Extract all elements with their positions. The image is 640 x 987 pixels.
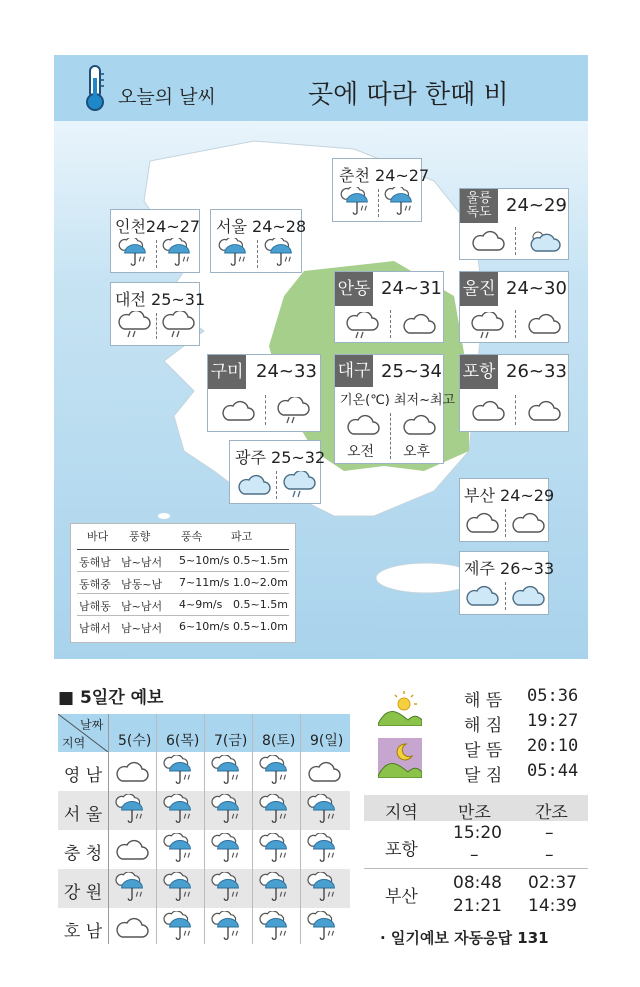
city-label-dark: 포항: [460, 355, 498, 389]
cloud-icon: [401, 413, 437, 437]
cloud-icon: [464, 584, 500, 608]
umbrella-rain-icon: [210, 911, 246, 943]
region-name: 강 원: [63, 883, 103, 903]
sunset-time: 19:27: [527, 711, 579, 731]
umbrella-rain-icon: [306, 794, 342, 826]
temp-range: 25~31: [151, 290, 206, 309]
legend-am: 오전: [347, 444, 375, 460]
cloud-rain-icon: [161, 311, 197, 339]
region-name: 호 남: [63, 922, 103, 942]
tide-high: 15:20: [453, 823, 502, 843]
tide-region: 포항: [385, 840, 418, 860]
forecast-day: 8(토): [262, 733, 296, 749]
forecast-day: 5(수): [118, 733, 152, 749]
umbrella-rain-icon: [210, 794, 246, 826]
col-divider: [300, 714, 301, 944]
umbrella-rain-icon: [210, 755, 246, 787]
tide-high: 08:48: [453, 873, 502, 893]
cloud-icon: [114, 916, 150, 940]
umbrella-rain-icon: [162, 911, 198, 943]
city-box-incheon: [110, 209, 200, 273]
umbrella-rain-icon: [162, 872, 198, 904]
sea-header: 파고: [231, 530, 253, 543]
cloud-rain-icon: [470, 312, 506, 340]
temp-range: 24~27: [375, 166, 430, 185]
city-box-gumi: [207, 354, 321, 432]
city-box-chuncheon: [332, 158, 430, 222]
temp-range: 24~33: [256, 361, 317, 382]
city-name: 광주: [235, 448, 266, 467]
temp-range: 24~30: [506, 278, 567, 299]
umbrella-rain-icon: [258, 755, 294, 787]
sunrise-label: 해 뜸: [464, 691, 503, 711]
tide-divider: [364, 868, 588, 869]
moonset-label: 달 짐: [464, 766, 503, 786]
forecast-title: ■ 5일간 예보: [58, 688, 164, 708]
city-label-dark: 대구: [335, 355, 373, 387]
region-name: 충 청: [63, 844, 103, 864]
cloud-icon: [526, 312, 562, 336]
footer-note: · 일기예보 자동응답 131: [380, 929, 549, 947]
headline: 곳에 따라 한때 비: [308, 80, 509, 110]
temp-range: 25~34: [381, 361, 442, 382]
col-divider: [108, 714, 109, 944]
city-box-gwangju: [229, 440, 326, 504]
city-label-dark: 안동: [335, 272, 373, 306]
temp-range: 24~29: [506, 195, 567, 216]
corner-region-label: 지역: [62, 736, 86, 750]
cloud-icon: [470, 229, 506, 253]
cloud-icon: [220, 399, 256, 423]
moonrise-time: 20:10: [527, 736, 579, 756]
rain-umbrella-icon: [161, 238, 197, 268]
cloud-icon: [401, 312, 437, 336]
umbrella-rain-icon: [306, 911, 342, 943]
cloud-rain-icon: [117, 311, 153, 339]
umbrella-rain-icon: [162, 794, 198, 826]
cloud-icon: [236, 473, 272, 497]
city-box-ulleung: [459, 188, 569, 260]
rain-umbrella-icon: [339, 187, 375, 217]
umbrella-rain-icon: [114, 872, 150, 904]
sea-table: [70, 523, 296, 643]
tide-low: 02:37: [528, 873, 577, 893]
tide-header: 만조: [458, 803, 491, 823]
sea-row: 남해서 남~남서 6~10m/s 0.5~1.0m: [77, 615, 289, 636]
rain-umbrella-icon: [383, 187, 419, 217]
umbrella-rain-icon: [210, 833, 246, 865]
moon-icon: [378, 738, 422, 778]
umbrella-rain-icon: [258, 833, 294, 865]
col-divider: [252, 714, 253, 944]
rain-umbrella-icon: [217, 238, 253, 268]
city-box-jeju: [459, 551, 555, 615]
umbrella-rain-icon: [258, 872, 294, 904]
tide-low: 14:39: [528, 896, 577, 916]
cloud-icon: [470, 399, 506, 423]
temp-range: 24~29: [500, 486, 555, 505]
forecast-day: 6(목): [166, 733, 200, 749]
temp-range: 24~27: [145, 217, 201, 236]
umbrella-rain-icon: [258, 911, 294, 943]
city-name: 인천: [115, 217, 146, 236]
cloud-rain-icon: [345, 312, 381, 340]
cloud-icon: [345, 413, 381, 437]
cloud-icon: [510, 584, 546, 608]
city-box-busan: [459, 478, 555, 542]
temp-range: 26~33: [500, 559, 555, 578]
sun-icon: [378, 690, 422, 726]
moonset-time: 05:44: [527, 761, 579, 781]
city-box-seoul: [210, 209, 307, 273]
sunset-label: 해 짐: [464, 716, 503, 736]
city-box-uljin: [459, 271, 569, 343]
sea-header: 풍속: [181, 530, 203, 543]
col-divider: [204, 714, 205, 944]
tide-header: 지역: [385, 803, 418, 823]
forecast-day: 9(일): [310, 733, 344, 749]
sea-header: 풍향: [129, 530, 151, 543]
umbrella-rain-icon: [162, 755, 198, 787]
city-label-dark: 울진: [460, 272, 498, 306]
region-name: 영 남: [63, 766, 103, 786]
forecast-day: 7(금): [214, 733, 248, 749]
rain-umbrella-icon: [117, 238, 153, 268]
cloud-icon: [306, 760, 342, 784]
legend-temp-label: 기온(℃) 최저~최고: [340, 393, 456, 408]
cloud-icon: [114, 838, 150, 862]
temp-range: 25~32: [271, 448, 326, 467]
tide-low: –: [545, 823, 554, 843]
city-box-daegu: [334, 354, 456, 464]
col-divider: [156, 714, 157, 944]
sea-row: 남해동 남~남서 4~9m/s 0.5~1.5m: [77, 593, 289, 614]
city-box-pohang: [459, 354, 569, 432]
temp-range: 24~28: [252, 217, 307, 236]
city-box-daejeon: [110, 282, 206, 346]
cloud-icon: [114, 760, 150, 784]
thermometer-icon: [80, 64, 110, 112]
sunrise-time: 05:36: [527, 686, 579, 706]
tide-header: 간조: [535, 803, 568, 823]
city-name: 대전: [115, 290, 146, 309]
city-box-andong: [334, 271, 444, 343]
umbrella-rain-icon: [306, 833, 342, 865]
header-title: 오늘의 날씨: [118, 86, 216, 108]
region-name: 서 울: [63, 805, 103, 825]
city-name: 부산: [464, 486, 495, 505]
sea-header: 바다: [87, 530, 109, 543]
umbrella-rain-icon: [114, 794, 150, 826]
tide-region: 부산: [385, 887, 418, 907]
sea-row: 동해남 남~남서 5~10m/s 0.5~1.5m: [77, 549, 289, 570]
legend-pm: 오후: [403, 444, 431, 460]
umbrella-rain-icon: [258, 794, 294, 826]
cloud-icon: [526, 399, 562, 423]
rain-umbrella-icon: [263, 238, 299, 268]
cloud-rain-icon: [282, 471, 318, 499]
tide-high: 21:21: [453, 896, 502, 916]
temp-range: 26~33: [506, 361, 567, 382]
moonrise-label: 달 뜸: [464, 741, 503, 761]
umbrella-rain-icon: [306, 872, 342, 904]
temp-range: 24~31: [381, 278, 442, 299]
cloud-rain-icon: [276, 397, 312, 425]
cloud-icon: [510, 511, 546, 535]
umbrella-rain-icon: [210, 872, 246, 904]
corner-date-label: 날짜: [80, 718, 104, 732]
cloud-sun-icon: [526, 229, 562, 253]
city-name: 제주: [464, 559, 495, 578]
tide-low: –: [545, 845, 554, 865]
city-name: 춘천: [339, 166, 370, 185]
umbrella-rain-icon: [162, 833, 198, 865]
city-name: 서울: [216, 217, 247, 236]
sea-row: 동해중 남동~남 7~11m/s 1.0~2.0m: [77, 571, 289, 592]
city-label-dark: 울릉 독도: [460, 189, 498, 223]
tide-high: –: [470, 845, 479, 865]
city-label-dark: 구미: [208, 355, 246, 389]
cloud-icon: [464, 511, 500, 535]
